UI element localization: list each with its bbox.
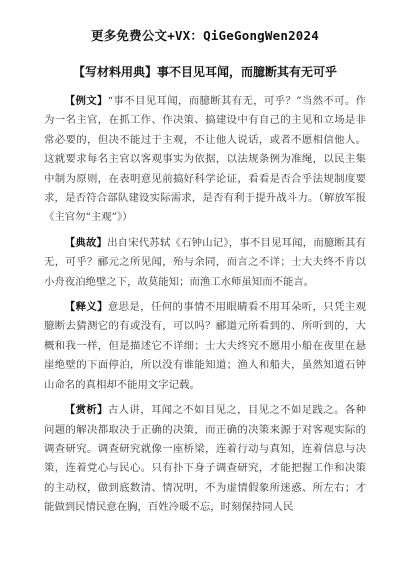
paragraph-allusion: [44, 234, 366, 292]
paragraph-text: 出自宋代苏轼《石钟山记》，事不目见耳闻，而臆断其有无，可乎？郦元之所见闻，殆与余同，而言之不详；士大夫终不肯以小舟夜泊绝壁之下，故莫能知；而渔工水师虽知而不能言。: [44, 236, 366, 288]
paragraph-example: [44, 92, 366, 228]
paragraph-tag: 【释义】: [64, 301, 108, 314]
paragraph-meaning: [44, 298, 366, 395]
paragraph-tag: 【典故】: [64, 236, 108, 249]
paragraph-appreciation: [44, 401, 366, 517]
paragraph-tag: 【赏析】: [64, 404, 108, 417]
paragraph-text: 意思是，任何的事情不用眼睛看不用耳朵听，只凭主观臆断去猜测它的有或没有，可以吗？郦道元所看到的、所听到的，大概和我一样，但是描述它不详细；士大夫终究不愿用小船在夜里在悬崖绝壁的下面停泊，所以没有谁能知道；渔人和船夫，虽然知道石钟山命名的真相却不能用文字记载。: [44, 301, 367, 391]
paragraph-tag: 【例文】: [64, 95, 108, 107]
paragraph-text: 古人讲，耳闻之不如目见之，目见之不如足践之。各种问题的解决都取决于正确的决策，而正确的决策来源于对客观实际的调查研究。调查研究就像一座桥梁，连着行动与真知，连着信息与决策，连着党心与民心。只有扑下身子调查研究，才能把握工作和决策的主动权，做到底数清、情况明，不为虚情假象所迷惑、所左右；才能做到民情民意在胸，百姓冷暖不忘，时刻保持同人民: [44, 404, 367, 514]
article-title: 【写材料用典】事不目见耳闻，而臆断其有无可乎: [72, 65, 337, 79]
page-header: 更多免费公文+VX：QiGeGongWen2024: [91, 28, 319, 43]
paragraph-text: “事不目见耳闻，而臆断其有无，可乎？”当然不可。作为一名主官，在抓工作、作决策、搞建设中有自己的主见和立场是非常必要的，但决不能过于主观，不让他人说话，或者不愿相信他人。这就要求每名主官以客观事实为依据，以法规条例为准绳，以民主集中制为原则，在表明意见前搞好科学论证，看看是否合乎法规制度要求，是否符合部队建设实际需求，是否有利于提升战斗力。（解放军报《主官勿“主观”》）: [44, 95, 367, 224]
